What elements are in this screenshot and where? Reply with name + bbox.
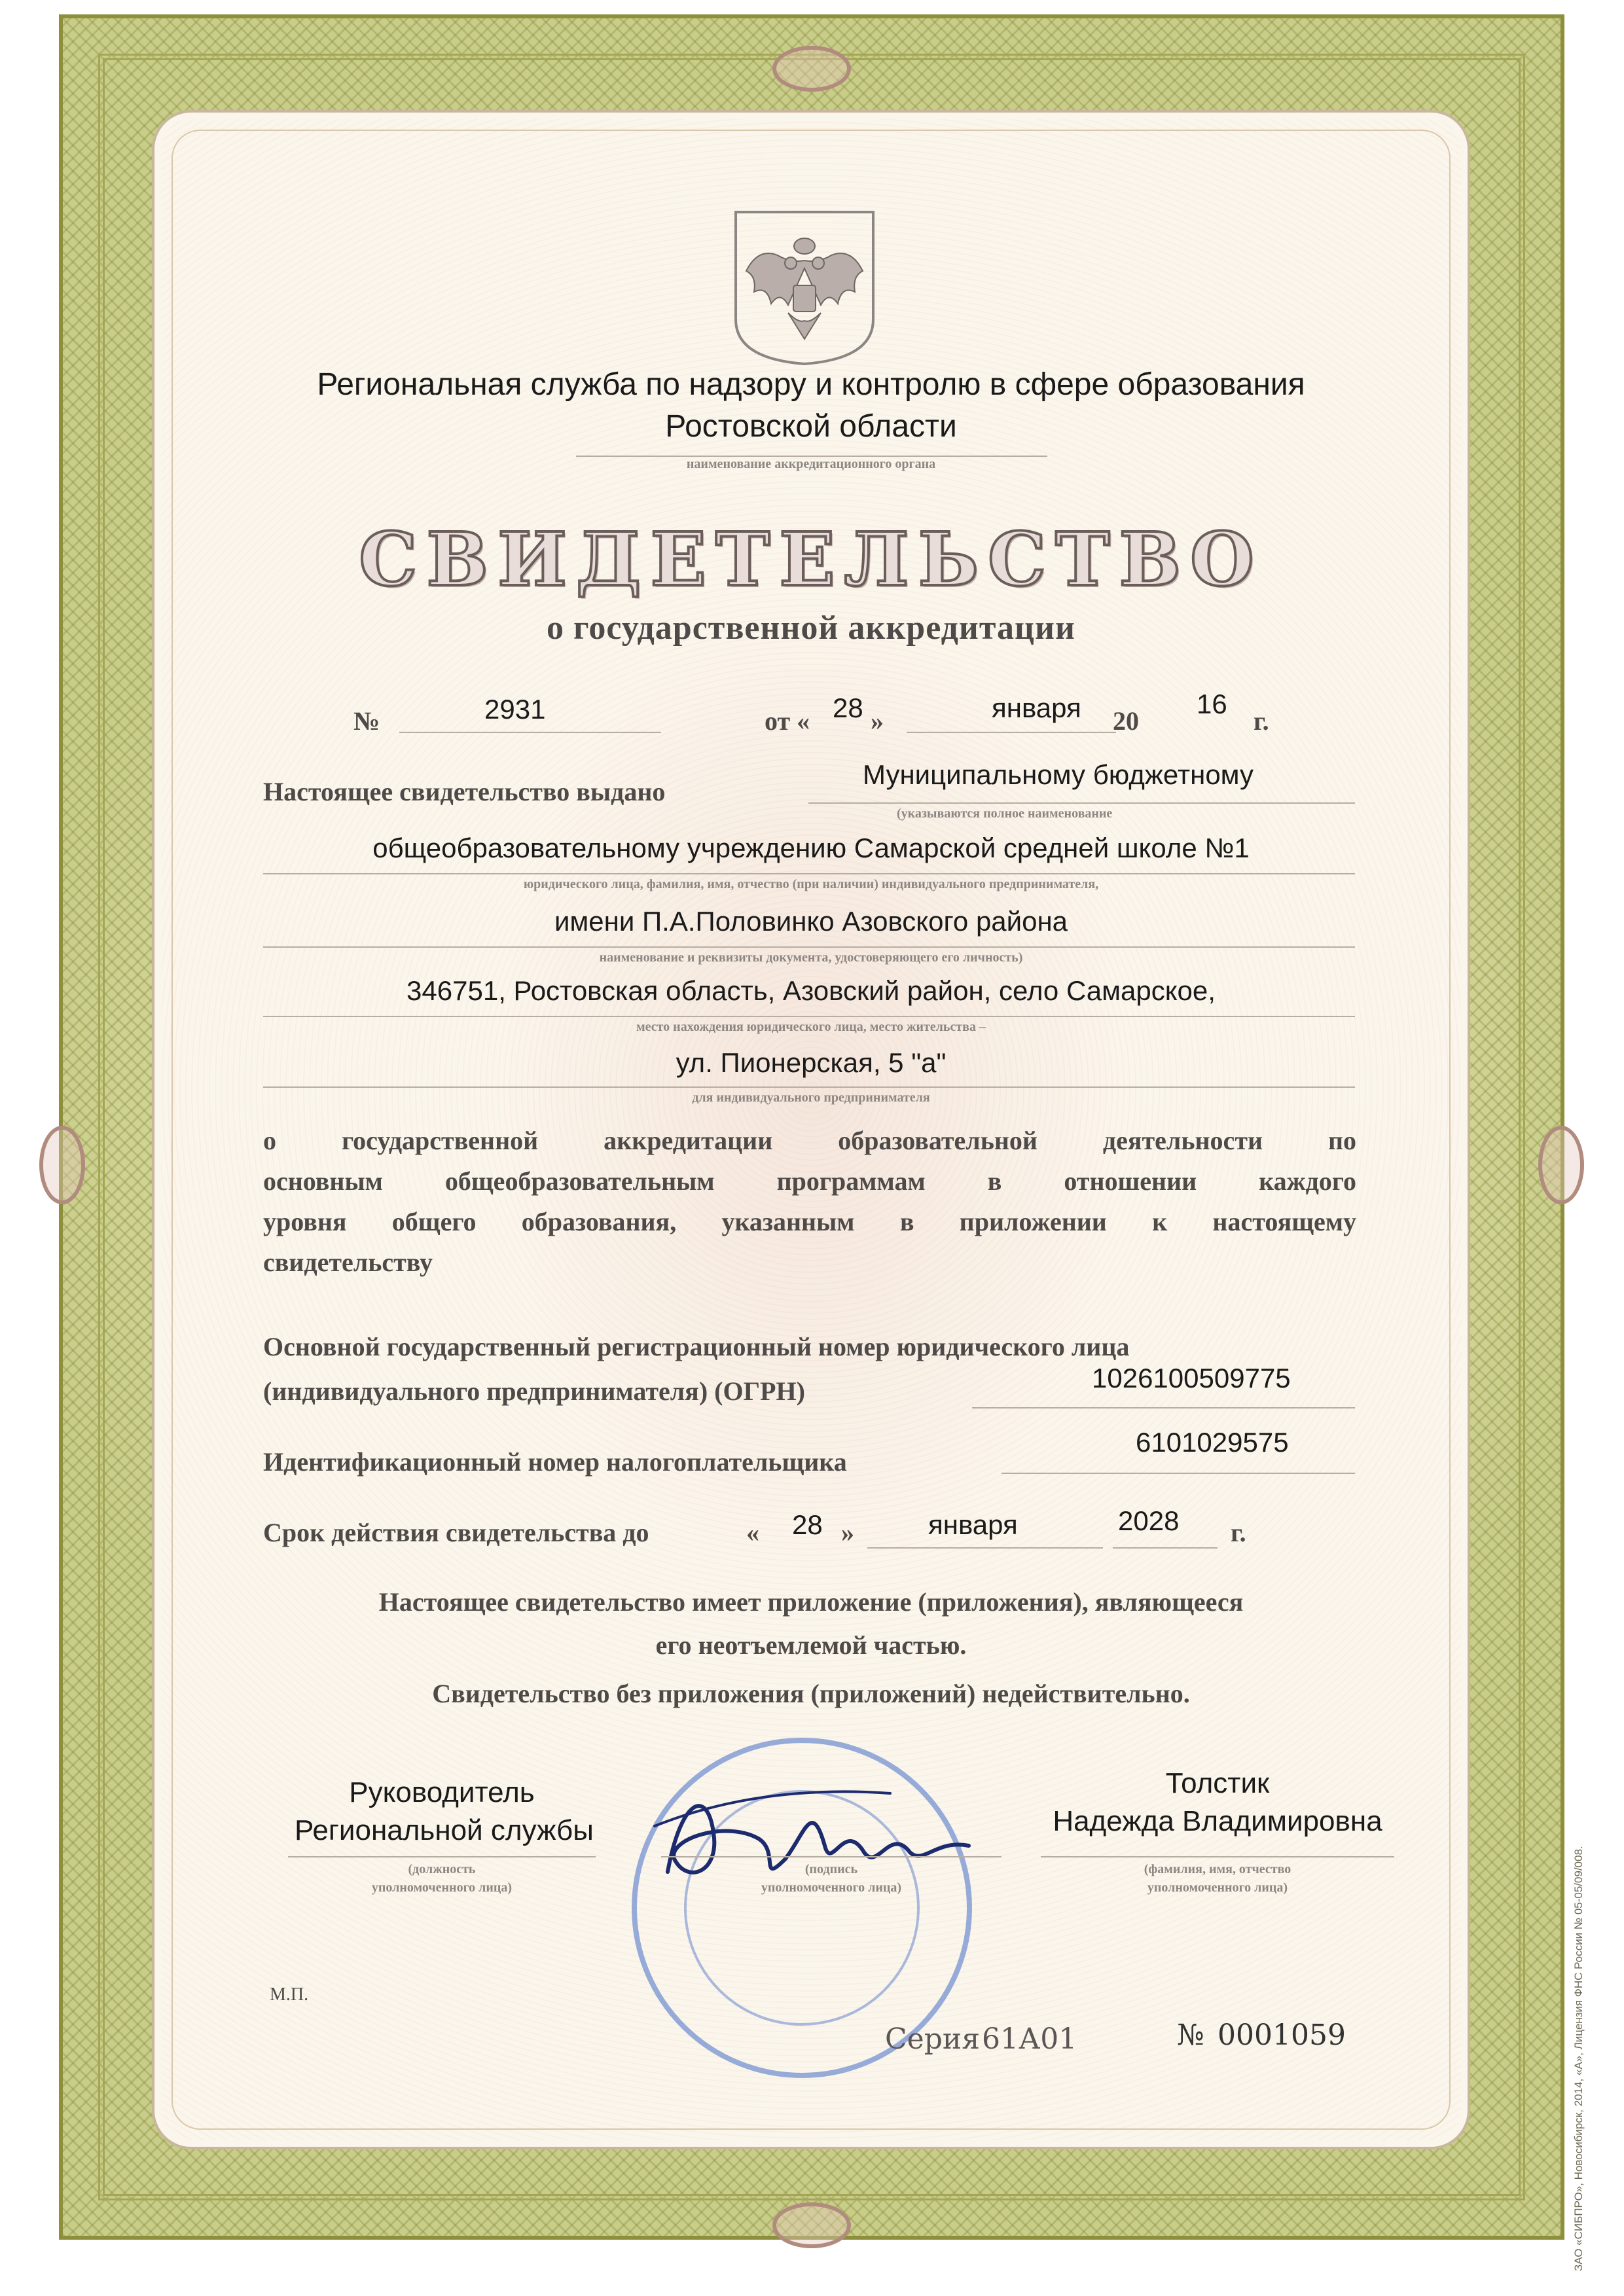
issued-caption-3: наименование и реквизиты документа, удостоверяющего его личность) — [599, 950, 1023, 965]
authority-caption: наименование аккредитационного органа — [686, 457, 936, 471]
ogrn-underline — [972, 1407, 1355, 1408]
ornament-right-icon — [1538, 1126, 1584, 1204]
issued-caption-1: (указываются полное наименование — [897, 806, 1113, 821]
signature-caption-1: (подпись — [804, 1862, 858, 1876]
issued-line-1-underline — [808, 802, 1355, 804]
signature-caption-2: уполномоченного лица) — [761, 1880, 902, 1895]
position-caption-2: уполномоченного лица) — [371, 1880, 513, 1895]
position-line-2: Региональной службы — [295, 1814, 594, 1846]
certificate-number: 2931 — [484, 694, 546, 725]
ogrn-label-line-2: (индивидуального предпринимателя) (ОГРН) — [263, 1376, 805, 1406]
form-number-label: № — [1177, 2018, 1204, 2052]
issued-line-3-underline — [263, 946, 1355, 948]
ogrn-label-line-1: Основной государственный регистрационный номер юридического лица — [263, 1332, 1130, 1361]
form-number-value: 0001059 — [1218, 2018, 1346, 2052]
year-suffix: 16 — [1197, 689, 1227, 719]
position-underline — [288, 1856, 596, 1857]
accreditation-authority — [171, 364, 1451, 448]
validity-close-quote: » — [841, 1518, 854, 1547]
ornament-top-icon — [772, 46, 851, 92]
issued-caption-4: место нахождения юридического лица, место жительства – — [636, 1020, 986, 1034]
validity-without-appendix-note: Свидетельство без приложения (приложений) недействительно. — [432, 1679, 1190, 1708]
signature-underline — [661, 1856, 1001, 1857]
signature-caption — [661, 1860, 1001, 1897]
issued-line-2-underline — [263, 873, 1355, 874]
issued-to-label: Настоящее свидетельство выдано — [263, 777, 666, 806]
position-caption-1: (должность — [408, 1862, 476, 1876]
issued-to-line-2: общеобразовательному учреждению Самарской средней школе №1 — [372, 833, 1250, 863]
inn-label: Идентификационный номер налогоплательщика — [263, 1447, 847, 1477]
position-line-1: Руководитель — [349, 1776, 535, 1808]
issued-address-line-1: 346751, Ростовская область, Азовский район, село Самарское, — [406, 975, 1216, 1006]
issued-line-4-underline — [263, 1016, 1355, 1017]
scope-line-3: уровня общего образования, указанным в приложении к настоящему — [263, 1207, 1356, 1236]
name-underline — [1041, 1856, 1394, 1857]
position-caption — [288, 1860, 596, 1897]
coat-of-arms-icon — [732, 208, 877, 367]
scope-line-4: свидетельству — [263, 1247, 433, 1277]
name-caption-2: уполномоченного лица) — [1147, 1880, 1288, 1895]
validity-year-underline — [1113, 1547, 1218, 1549]
validity-day: 28 — [792, 1509, 823, 1540]
stamp-place-label: М.П. — [270, 1984, 309, 2005]
name-caption-1: (фамилия, имя, отчество — [1144, 1862, 1291, 1876]
year-label: г. — [1254, 706, 1269, 736]
issued-caption-5: для индивидуального предпринимателя — [692, 1090, 930, 1105]
issued-to-line-1: Муниципальному бюджетному — [863, 759, 1254, 790]
issued-address-line-2: ул. Пионерская, 5 "а" — [676, 1047, 947, 1078]
issue-day-close-quote: » — [871, 706, 884, 736]
month-underline — [907, 732, 1116, 733]
authority-line-2: Ростовской области — [665, 409, 957, 444]
name-line-1: Толстик — [1165, 1767, 1270, 1799]
year-prefix: 20 — [1113, 706, 1139, 736]
ogrn-value: 1026100509775 — [1092, 1363, 1291, 1393]
name-line-2: Надежда Владимировна — [1053, 1805, 1382, 1837]
issued-caption-2: юридического лица, фамилия, имя, отчество (при наличии) индивидуального предпринимателя, — [523, 877, 1099, 891]
validity-open-quote: « — [746, 1518, 759, 1547]
issued-to-line-3: имени П.А.Половинко Азовского района — [554, 906, 1068, 937]
official-name — [1021, 1765, 1414, 1840]
issued-line-5-underline — [263, 1086, 1355, 1088]
validity-label: Срок действия свидетельства до — [263, 1518, 649, 1547]
accreditation-scope — [263, 1121, 1356, 1283]
issue-day: 28 — [833, 692, 863, 723]
inn-value: 6101029575 — [1136, 1427, 1289, 1458]
document-title: СВИДЕТЕЛЬСТВО — [359, 517, 1263, 603]
scope-line-1: о государственной аккредитации образовательной деятельности по — [263, 1126, 1356, 1155]
validity-year-label: г. — [1231, 1518, 1246, 1547]
ornament-left-icon — [39, 1126, 85, 1204]
validity-month-underline — [867, 1547, 1103, 1549]
scope-line-2: основным общеобразовательным программам в отношении каждого — [263, 1166, 1356, 1196]
authority-line-1: Региональная служба по надзору и контролю в сфере образования — [317, 367, 1305, 402]
number-underline — [399, 732, 661, 733]
appendix-note-line-1: Настоящее свидетельство имеет приложение (приложения), являющееся — [378, 1587, 1244, 1617]
validity-month: января — [928, 1509, 1018, 1540]
appendix-note-line-2: его неотъемлемой частью. — [655, 1630, 967, 1660]
official-position — [295, 1774, 594, 1850]
validity-year: 2028 — [1118, 1505, 1180, 1536]
printer-imprint: ЗАО «СИБПРО», Новосибирск, 2014, «А», Лицензия ФНС России № 05-05/09/008. — [1572, 1846, 1585, 2271]
date-from-label: от « — [765, 706, 810, 736]
issue-month: января — [992, 692, 1081, 723]
name-caption — [1041, 1860, 1394, 1897]
series-label: Серия — [885, 2022, 980, 2056]
series-value: 61А01 — [982, 2022, 1077, 2056]
inn-underline — [1001, 1473, 1355, 1474]
number-label: № — [353, 706, 380, 736]
document-subtitle: о государственной аккредитации — [547, 609, 1075, 647]
ornament-bottom-icon — [772, 2202, 851, 2248]
